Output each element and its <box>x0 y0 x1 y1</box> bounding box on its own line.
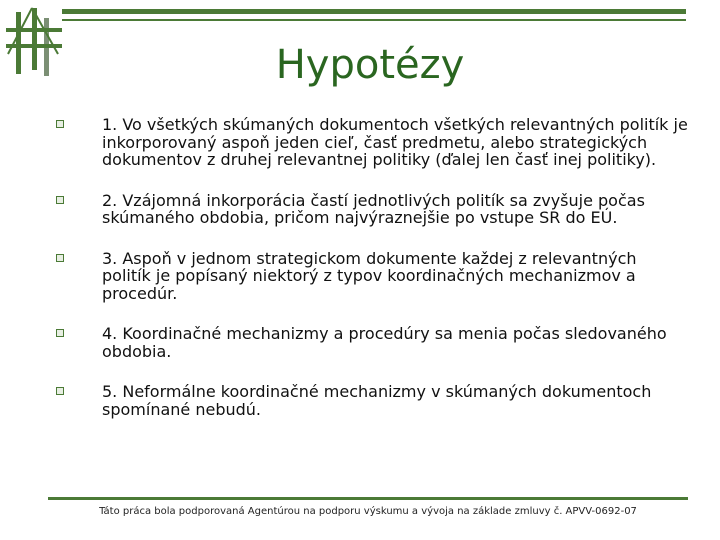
bullet-item <box>56 116 690 169</box>
bullet-item <box>56 192 690 227</box>
header-rule-thick <box>62 9 686 14</box>
square-bullet-icon <box>56 120 64 128</box>
header-rule-thin <box>62 19 686 21</box>
footer-text: Táto práca bola podporovaná Agentúrou na podporu výskumu a vývoja na základe zmluvy č. APVV-0692-07 <box>99 506 637 517</box>
square-bullet-icon <box>56 329 64 337</box>
square-bullet-icon <box>56 196 64 204</box>
square-bullet-icon <box>56 387 64 395</box>
bullet-text: 5. Neformálne koordinačné mechanizmy v skúmaných dokumentoch spomínané nebudú. <box>102 382 652 419</box>
bullet-item <box>56 250 690 303</box>
slide-title: Hypotézy <box>275 42 465 88</box>
bullet-text: 1. Vo všetkých skúmaných dokumentoch všetkých relevantných politík je inkorporovaný aspoň jeden cieľ, časť predmetu, alebo strategických dokumentov z druhej relevantnej politiky (ďalej len časť inej politiky). <box>102 115 688 169</box>
footer-rule <box>48 497 688 500</box>
logo-icon <box>4 4 64 76</box>
bullet-item <box>56 325 690 360</box>
bullet-text: 2. Vzájomná inkorporácia častí jednotlivých politík sa zvyšuje počas skúmaného obdobia, pričom najvýraznejšie po vstupe SR do EÚ. <box>102 190 645 227</box>
bullet-list <box>56 116 690 418</box>
bullet-item <box>56 383 690 418</box>
bullet-text: 4. Koordinačné mechanizmy a procedúry sa menia počas sledovaného obdobia. <box>102 324 667 361</box>
square-bullet-icon <box>56 254 64 262</box>
bullet-text: 3. Aspoň v jednom strategickom dokumente každej z relevantných politík je popísaný niektorý z typov koordinačných mechanizmov a procedúr. <box>102 248 637 303</box>
